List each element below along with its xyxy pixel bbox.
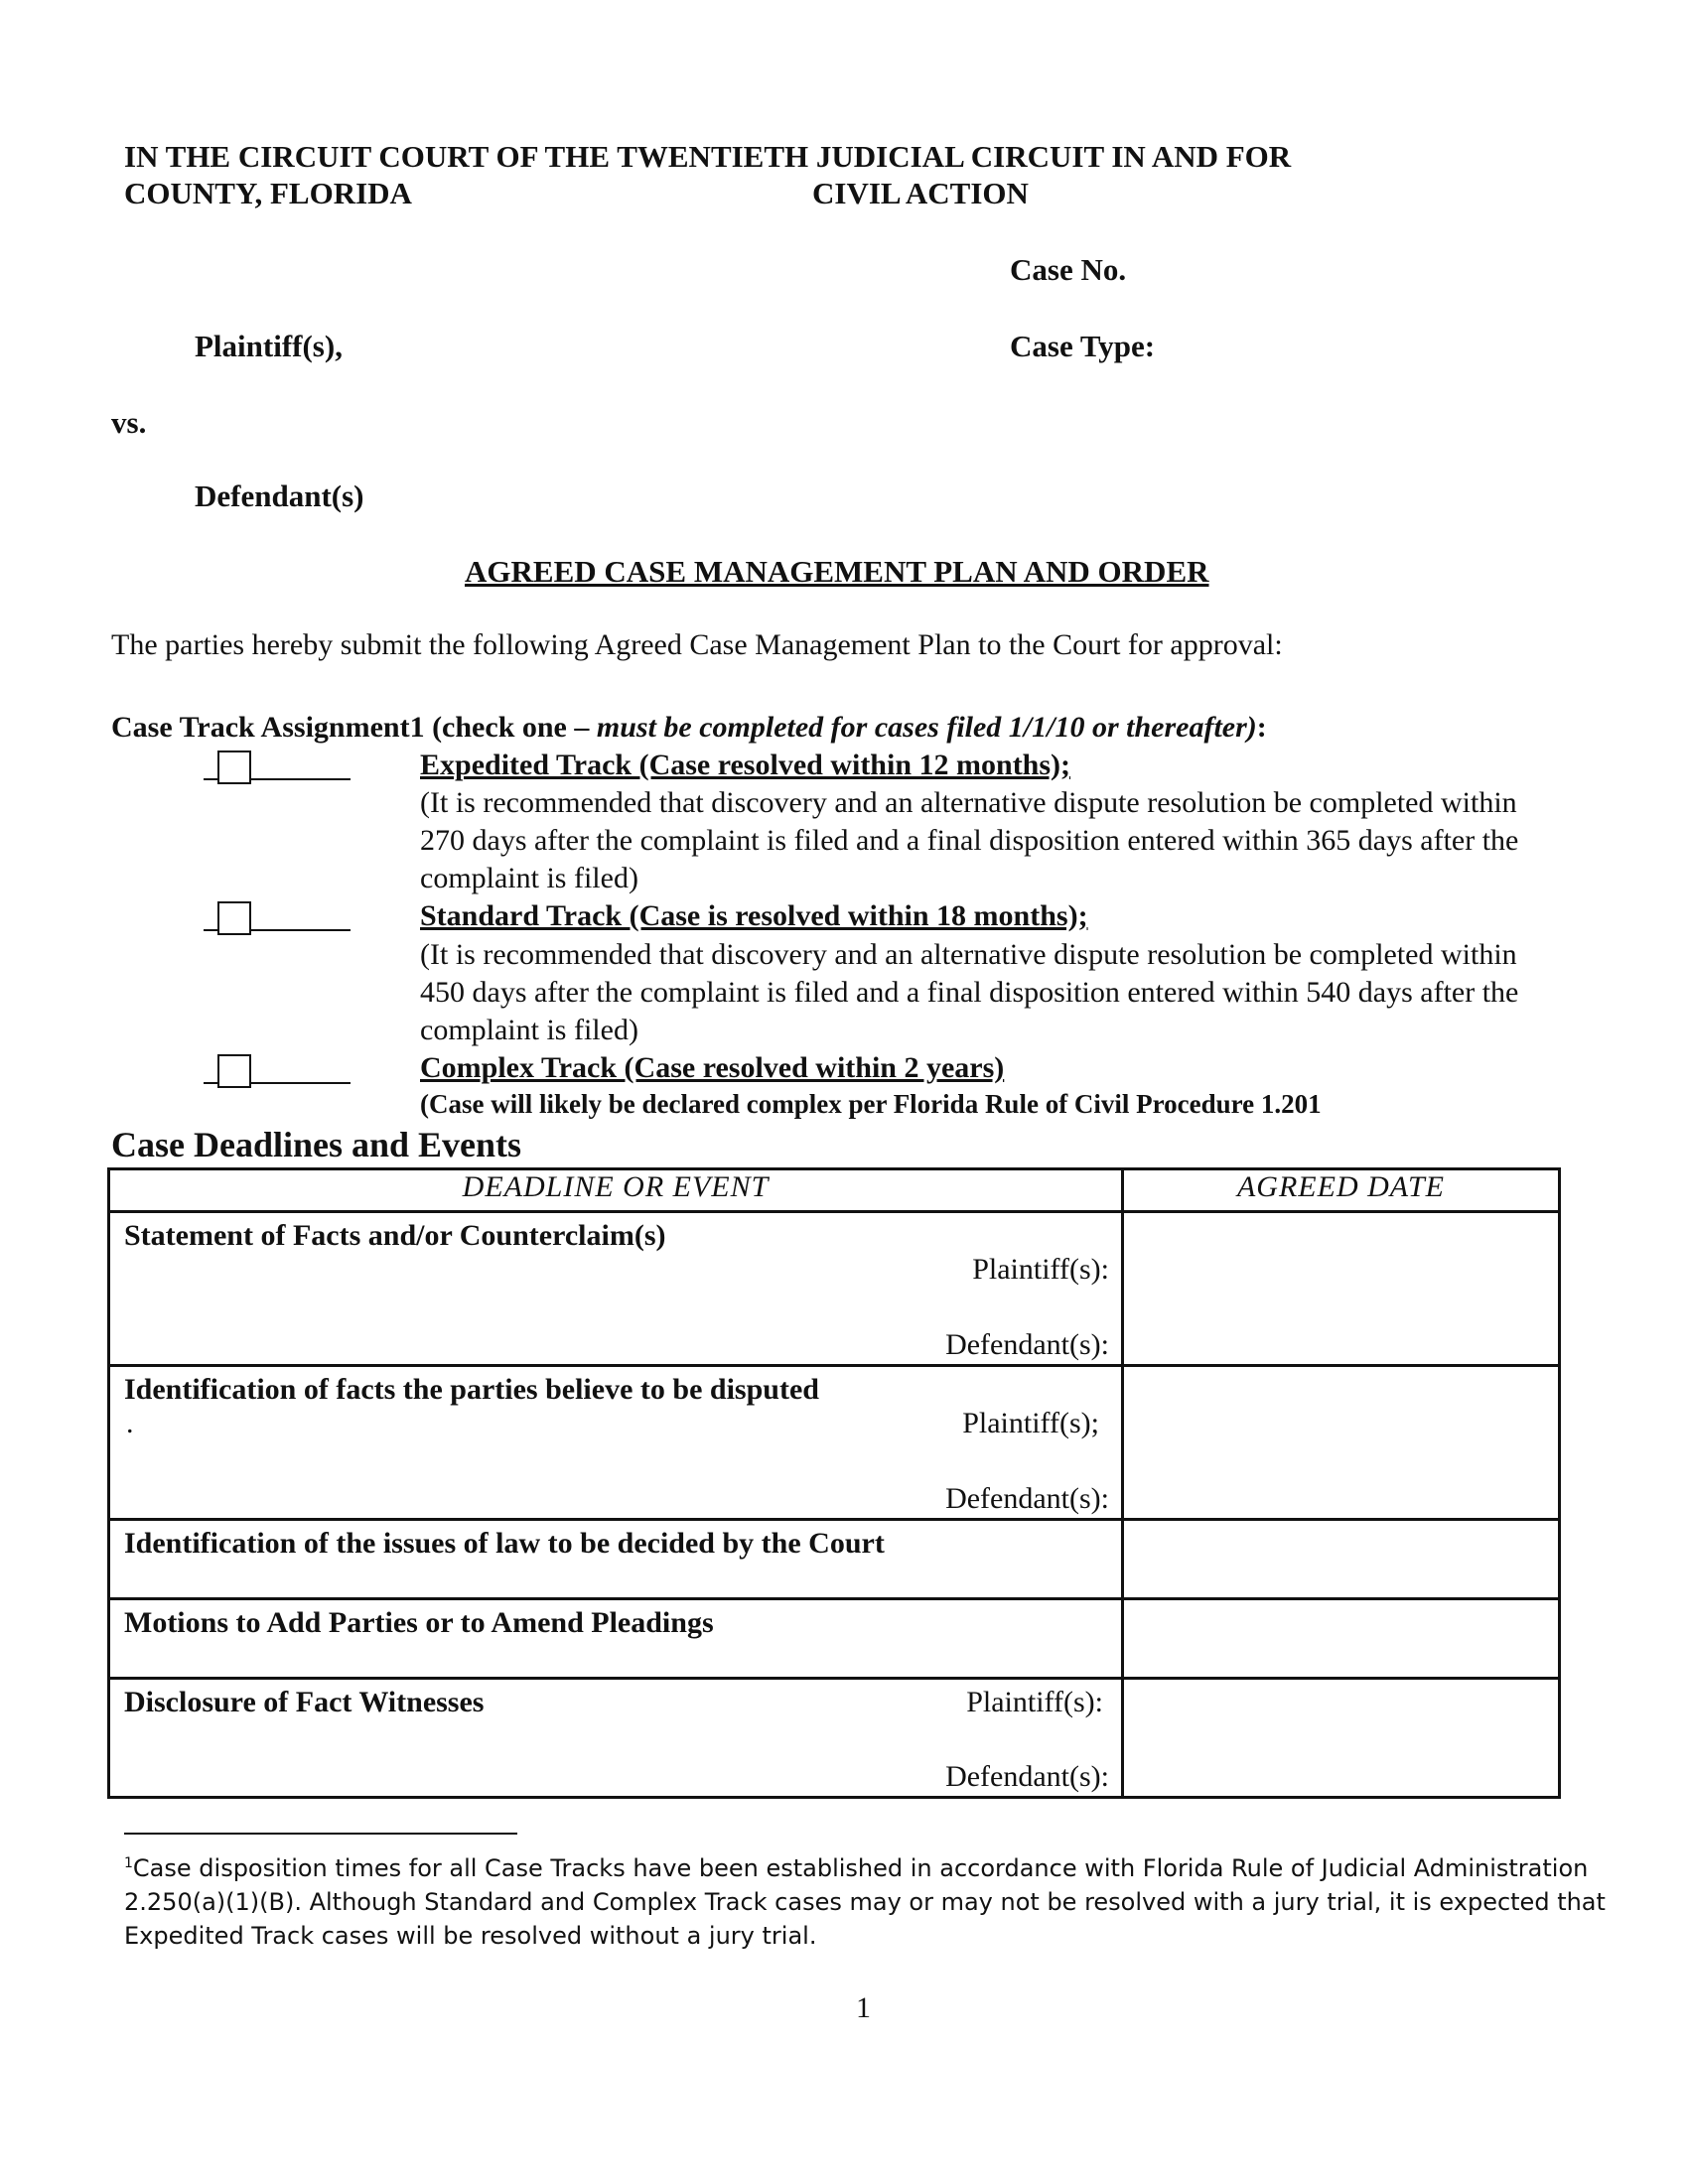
agreed-date-column-header: AGREED DATE <box>1123 1169 1560 1212</box>
track-assignment-label: Case Track Assignment1 (check one – must be completed for cases filed 1/1/10 or thereafter): <box>111 711 1267 744</box>
stray-dot: . <box>126 1407 134 1439</box>
complex-track-description: (Case will likely be declared complex per Florida Rule of Civil Procedure 1.201 <box>420 1089 1322 1119</box>
checkbox-icon <box>217 1054 251 1088</box>
table-row <box>109 1679 1560 1798</box>
table-row <box>109 1599 1560 1679</box>
intro-text: The parties hereby submit the following Agreed Case Management Plan to the Court for approval: <box>111 628 1283 661</box>
plaintiff-sublabel: Plaintiff(s): <box>966 1686 1103 1718</box>
event-title: Motions to Add Parties or to Amend Pleadings <box>124 1606 714 1639</box>
plaintiff-sublabel: Plaintiff(s); <box>962 1407 1099 1439</box>
event-title: Identification of the issues of law to be decided by the Court <box>124 1527 885 1560</box>
court-heading: IN THE CIRCUIT COURT OF THE TWENTIETH JUDICIAL CIRCUIT IN AND FOR <box>124 139 1292 174</box>
document-title: AGREED CASE MANAGEMENT PLAN AND ORDER <box>465 554 1209 589</box>
footnote-text: Case disposition times for all Case Tracks have been established in accordance with Florida Rule of Judicial Administration 2.250(a)(1)(B). Although Standard and Complex Track cases may or may not be resolved with a jury trial, it is expected that Expedited Track cases will be resolved without a jury trial. <box>124 1854 1606 1950</box>
agreed-date-cell[interactable] <box>1123 1366 1560 1520</box>
defendant-sublabel: Defendant(s): <box>945 1482 1109 1515</box>
event-title: Disclosure of Fact Witnesses <box>124 1686 485 1718</box>
defendant-sublabel: Defendant(s): <box>945 1328 1109 1361</box>
expedited-track-title: Expedited Track (Case resolved within 12 months); <box>420 749 1071 781</box>
table-row <box>109 1212 1560 1366</box>
deadlines-heading: Case Deadlines and Events <box>111 1125 522 1164</box>
civil-action-label: CIVIL ACTION <box>812 176 1029 210</box>
agreed-date-cell[interactable] <box>1123 1599 1560 1679</box>
deadline-cell <box>109 1212 1123 1366</box>
standard-track-title: Standard Track (Case is resolved within 18 months); <box>420 899 1088 932</box>
defendant-label: Defendant(s) <box>195 478 364 513</box>
agreed-date-cell[interactable] <box>1123 1679 1560 1798</box>
standard-track-description: (It is recommended that discovery and an alternative dispute resolution be completed within 450 days after the complaint is filed and a final disposition entered within 540 days after the complaint is filed) <box>420 938 1519 1046</box>
table-row <box>109 1366 1560 1520</box>
deadline-cell <box>109 1520 1123 1599</box>
event-title: Statement of Facts and/or Counterclaim(s) <box>124 1219 666 1252</box>
defendant-sublabel: Defendant(s): <box>945 1760 1109 1793</box>
expedited-track-checkbox[interactable] <box>204 751 351 788</box>
deadline-column-header: DEADLINE OR EVENT <box>109 1169 1123 1212</box>
deadline-cell <box>109 1366 1123 1520</box>
plaintiff-sublabel: Plaintiff(s): <box>972 1253 1109 1286</box>
table-row <box>109 1520 1560 1599</box>
deadline-cell <box>109 1599 1123 1679</box>
deadlines-table <box>107 1167 1561 1799</box>
case-type-label: Case Type: <box>1010 329 1156 363</box>
complex-track-checkbox[interactable] <box>204 1054 351 1092</box>
footnote <box>124 1846 1643 1953</box>
table-header-row <box>109 1169 1560 1212</box>
event-title: Identification of facts the parties believe to be disputed <box>124 1373 819 1406</box>
plaintiff-label: Plaintiff(s), <box>195 329 343 363</box>
footnote-marker: 1 <box>124 1855 133 1871</box>
agreed-date-cell[interactable] <box>1123 1212 1560 1366</box>
versus-label: vs. <box>111 405 147 440</box>
complex-track-title: Complex Track (Case resolved within 2 years) <box>420 1051 1005 1084</box>
checkbox-icon <box>217 751 251 784</box>
agreed-date-cell[interactable] <box>1123 1520 1560 1599</box>
standard-track-checkbox[interactable] <box>204 901 351 939</box>
deadline-cell <box>109 1679 1123 1798</box>
page-number: 1 <box>856 1991 871 2024</box>
county-label: COUNTY, FLORIDA <box>124 176 412 210</box>
checkbox-icon <box>217 901 251 935</box>
case-number-label: Case No. <box>1010 252 1127 287</box>
expedited-track-description: (It is recommended that discovery and an alternative dispute resolution be completed within 270 days after the complaint is filed and a final disposition entered within 365 days after the complaint is filed) <box>420 786 1519 894</box>
footnote-divider <box>124 1833 517 1835</box>
